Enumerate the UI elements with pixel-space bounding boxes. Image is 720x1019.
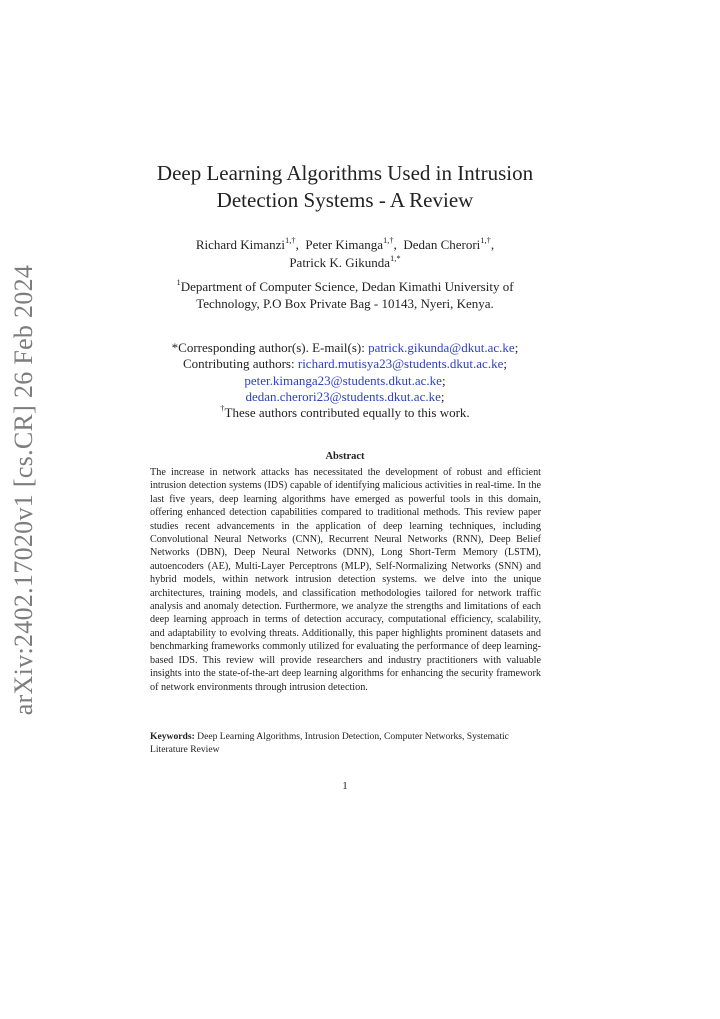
author-name: Richard Kimanzi — [195, 237, 286, 252]
equal-contribution-mark: † — [220, 402, 225, 413]
title-line-1: Deep Learning Algorithms Used in Intrusion — [156, 161, 534, 185]
author-marks: 1,† — [480, 234, 491, 245]
author-marks: 1,† — [383, 234, 394, 245]
author-list: Richard Kimanzi$^{1,\dagger}$, Peter Kimanga$^{1,\dagger}$, Dedan Cherori$^{1,\dagger}$, Patrick K. Gikunda$^{1,*}$ — [195, 234, 495, 270]
affiliation-line-1: Department of Computer Science, Dedan Kimathi University of — [180, 279, 514, 294]
contributing-email-link[interactable]: richard.mutisya23@students.dkut.ac.ke — [297, 356, 504, 372]
title-line-2: Detection Systems - A Review — [216, 188, 474, 212]
page-number: 1 — [342, 780, 348, 792]
keywords-text: Deep Learning Algorithms, Intrusion Detection, Computer Networks, Systematic Literature Review — [150, 731, 509, 755]
arxiv-identifier: arXiv:2402.17020v1 [cs.CR] 26 Feb 2024 — [9, 264, 38, 716]
author-name: Patrick K. Gikunda — [289, 255, 391, 270]
keywords-label: Keywords: — [150, 731, 195, 742]
author-name: Dedan Cherori — [403, 237, 481, 252]
affiliation-line-2: Technology, P.O Box Private Bag - 10143, Nyeri, Kenya. — [196, 296, 494, 311]
contributing-label: Contributing authors: — [183, 356, 295, 372]
keywords — [150, 731, 541, 756]
affiliation — [0, 278, 690, 312]
author-name: Peter Kimanga — [305, 237, 384, 252]
corresponding-email-link[interactable]: patrick.gikunda@dkut.ac.ke — [368, 340, 515, 355]
corresponding-label: *Corresponding author(s). E-mail(s): — [171, 340, 365, 355]
equal-contribution-note: These authors contributed equally to this work. — [224, 405, 470, 421]
contributing-email-link[interactable]: dedan.cherori23@students.dkut.ac.ke — [245, 388, 441, 404]
author-marks: 1,* — [390, 252, 401, 263]
abstract-heading: Abstract — [325, 451, 365, 462]
contact-info: *Corresponding author(s). E-mail(s): patrick.gikunda@dkut.ac.ke; Contributing authors: richard.mutisya23@students.dkut.ac.ke; peter.kimanga23@students.dkut.ac.ke; dedan.cherori23@students.dkut.ac.ke; †These authors contributed equally to this work. — [171, 340, 519, 421]
contributing-email-link[interactable]: peter.kimanga23@students.dkut.ac.ke — [244, 372, 442, 388]
abstract-text: The increase in network attacks has necessitated the development of robust and efficient intrusion detection systems (IDS) capable of identifying malicious activities in real-time. In the last five years, deep learning algorithms have emerged as powerful tools in this domain, offering enhanced detection capabilities compared to traditional methods. This review paper studies recent advancements in the application of deep learning techniques, including Convolutional Neural Networks (CNN), Recurrent Neural Networks (RNN), Deep Belief Networks (DBN), Deep Neural Networks (DNN), Long Short-Term Memory (LSTM), autoencoders (AE), Multi-Layer Perceptrons (MLP), Self-Normalizing Networks (SNN) and hybrid models, within network intrusion detection systems. we delve into the unique architectures, training models, and classification methodologies tailored for network traffic analysis and anomaly detection. Furthermore, we analyze the strengths and limitations of each deep learning approach in terms of detection accuracy, computational efficiency, scalability, and adaptability to evolving threats. Additionally, this paper highlights prominent datasets and benchmarking frameworks commonly utilized for evaluating the performance of deep learning-based IDS. This review will provide researchers and industry practitioners with valuable insights into the state-of-the-art deep learning algorithms for enhancing the security framework of network environments through intrusion detection. — [150, 467, 541, 693]
affiliation-mark: 1 — [176, 276, 181, 287]
author-marks: 1,† — [285, 234, 296, 245]
paper-title — [0, 160, 690, 214]
